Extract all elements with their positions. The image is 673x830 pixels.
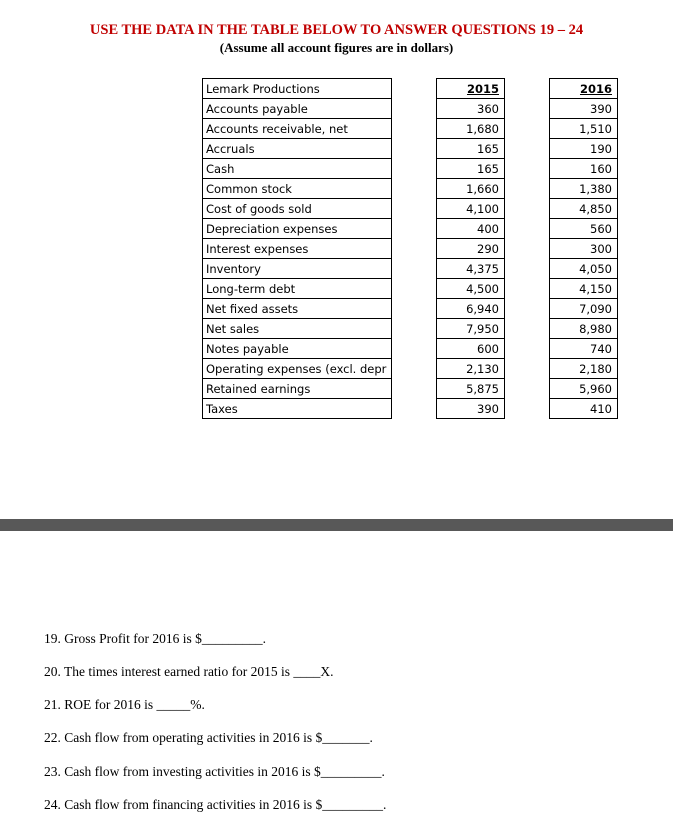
- value-2015: 4,100: [437, 199, 505, 219]
- row-label: Accruals: [203, 139, 392, 159]
- value-2016: 410: [550, 399, 618, 419]
- table-row: [203, 379, 618, 399]
- table-header-row: [203, 79, 618, 99]
- value-2015: 360: [437, 99, 505, 119]
- value-2016: 4,150: [550, 279, 618, 299]
- table-row: [203, 99, 618, 119]
- value-2016: 300: [550, 239, 618, 259]
- value-2016: 4,850: [550, 199, 618, 219]
- question-item: 20. The times interest earned ratio for 2015 is ____X.: [44, 664, 334, 679]
- value-2015: 165: [437, 139, 505, 159]
- value-2015: 4,375: [437, 259, 505, 279]
- value-2015: 390: [437, 399, 505, 419]
- table-row: [203, 199, 618, 219]
- row-label: Net sales: [203, 319, 392, 339]
- value-2016: 8,980: [550, 319, 618, 339]
- table-row: [203, 399, 618, 419]
- value-2016: 2,180: [550, 359, 618, 379]
- value-2015: 7,950: [437, 319, 505, 339]
- value-2016: 7,090: [550, 299, 618, 319]
- table-row: [203, 299, 618, 319]
- question-item: 24. Cash flow from financing activities in 2016 is $_________.: [44, 797, 387, 812]
- row-label: Cost of goods sold: [203, 199, 392, 219]
- value-2015: 1,680: [437, 119, 505, 139]
- table-row: [203, 359, 618, 379]
- table-row: [203, 179, 618, 199]
- page-subtitle: (Assume all account figures are in dollars): [219, 40, 454, 55]
- value-2015: 165: [437, 159, 505, 179]
- value-2016: 5,960: [550, 379, 618, 399]
- value-2016: 390: [550, 99, 618, 119]
- value-2016: 1,380: [550, 179, 618, 199]
- table-row: [203, 119, 618, 139]
- table-title: Lemark Productions: [203, 79, 392, 99]
- table-row: [203, 279, 618, 299]
- table-row: [203, 159, 618, 179]
- row-label: Common stock: [203, 179, 392, 199]
- row-label: Long-term debt: [203, 279, 392, 299]
- value-2015: 6,940: [437, 299, 505, 319]
- row-label: Interest expenses: [203, 239, 392, 259]
- row-label: Net fixed assets: [203, 299, 392, 319]
- question-item: 19. Gross Profit for 2016 is $_________.: [44, 631, 266, 646]
- row-label: Cash: [203, 159, 392, 179]
- value-2015: 2,130: [437, 359, 505, 379]
- row-label: Accounts receivable, net: [203, 119, 392, 139]
- table-row: [203, 219, 618, 239]
- value-2015: 400: [437, 219, 505, 239]
- value-2015: 4,500: [437, 279, 505, 299]
- table-row: [203, 339, 618, 359]
- value-2016: 4,050: [550, 259, 618, 279]
- value-2015: 1,660: [437, 179, 505, 199]
- value-2016: 560: [550, 219, 618, 239]
- value-2015: 5,875: [437, 379, 505, 399]
- page-separator-band: [0, 519, 673, 531]
- column-header-2016: 2016: [550, 79, 618, 99]
- row-label: Operating expenses (excl. depr: [203, 359, 392, 379]
- value-2015: 600: [437, 339, 505, 359]
- row-label: Depreciation expenses: [203, 219, 392, 239]
- question-item: 21. ROE for 2016 is _____%.: [44, 697, 205, 712]
- table-row: [203, 319, 618, 339]
- row-label: Taxes: [203, 399, 392, 419]
- row-label: Retained earnings: [203, 379, 392, 399]
- table-row: [203, 259, 618, 279]
- financial-data-table: [202, 78, 618, 419]
- row-label: Notes payable: [203, 339, 392, 359]
- table-row: [203, 239, 618, 259]
- value-2015: 290: [437, 239, 505, 259]
- row-label: Inventory: [203, 259, 392, 279]
- question-item: 23. Cash flow from investing activities in 2016 is $_________.: [44, 764, 385, 779]
- value-2016: 740: [550, 339, 618, 359]
- value-2016: 1,510: [550, 119, 618, 139]
- page-title: USE THE DATA IN THE TABLE BELOW TO ANSWER QUESTIONS 19 – 24: [89, 22, 584, 38]
- table-row: [203, 139, 618, 159]
- value-2016: 190: [550, 139, 618, 159]
- column-header-2015: 2015: [437, 79, 505, 99]
- row-label: Accounts payable: [203, 99, 392, 119]
- question-item: 22. Cash flow from operating activities in 2016 is $_______.: [44, 730, 373, 745]
- value-2016: 160: [550, 159, 618, 179]
